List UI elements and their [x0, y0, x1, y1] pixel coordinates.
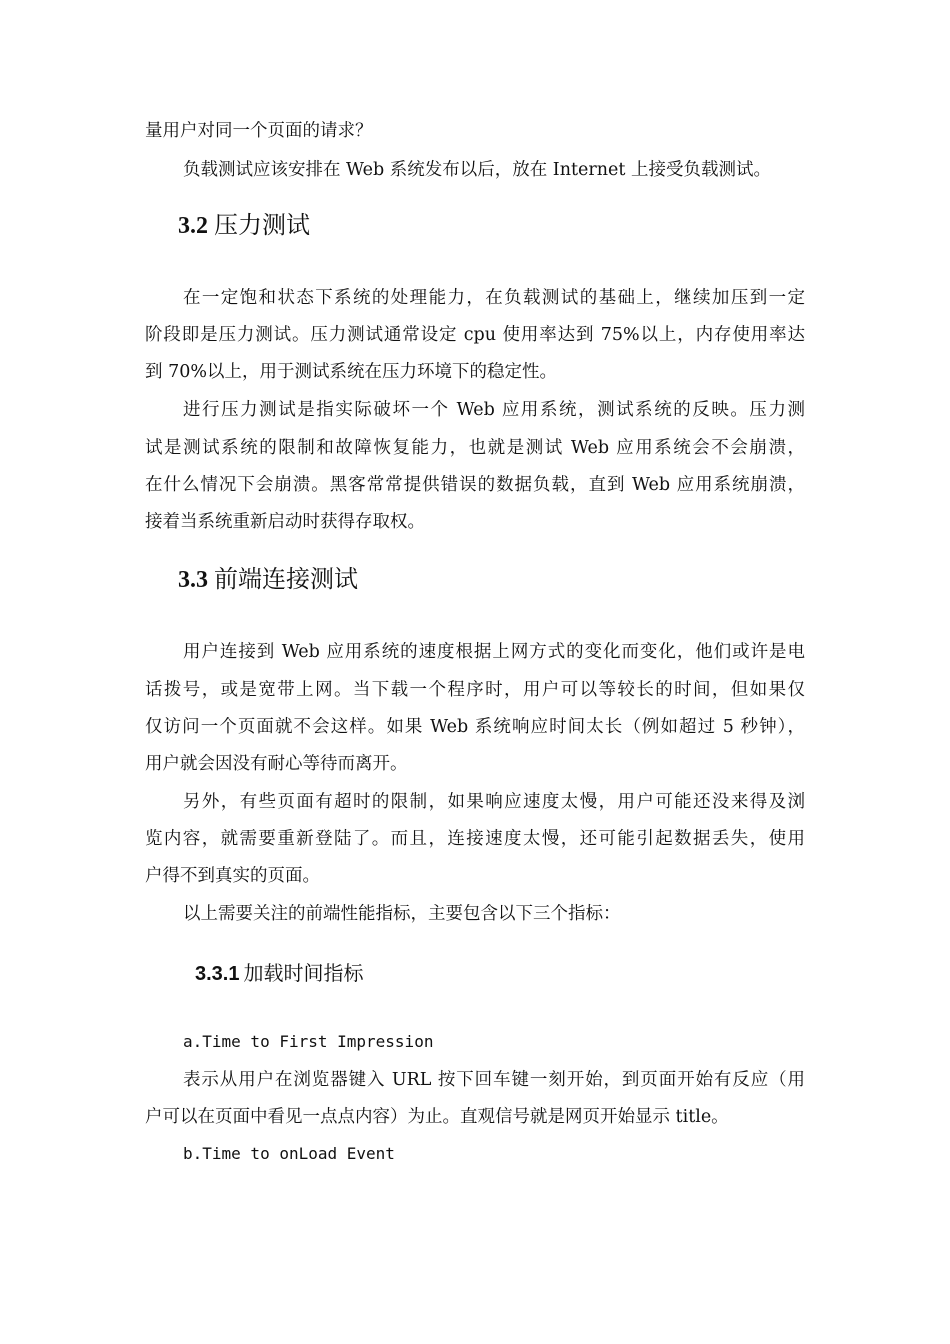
subsection-number: 3.3.1	[195, 963, 240, 985]
paragraph-line: 用户连接到 Web 应用系统的速度根据上网方式的变化而变化，他们或许是电	[183, 642, 805, 662]
paragraph-line: 进行压力测试是指实际破坏一个 Web 应用系统，测试系统的反映。压力测	[183, 400, 805, 420]
section-heading-3-3	[178, 564, 358, 595]
paragraph-line: 在什么情况下会崩溃。黑客常常提供错误的数据负载，直到 Web 应用系统崩溃，	[145, 475, 805, 495]
section-number: 3.2	[178, 213, 208, 239]
paragraph-line: 在一定饱和状态下系统的处理能力，在负载测试的基础上，继续加压到一定	[183, 288, 805, 308]
paragraph-line: 览内容，就需要重新登陆了。而且，连接速度太慢，还可能引起数据丢失，使用	[145, 829, 805, 849]
section-heading-3-2	[178, 210, 310, 241]
paragraph-line: 另外，有些页面有超时的限制，如果响应速度太慢，用户可能还没来得及浏	[183, 792, 805, 812]
list-item-label: b.Time to onLoad Event	[183, 1144, 395, 1163]
paragraph-line: 接着当系统重新启动时获得存取权。	[145, 512, 425, 532]
paragraph-line: 用户就会因没有耐心等待而离开。	[145, 754, 408, 774]
section-title: 前端连接测试	[214, 565, 358, 593]
paragraph-line: 户得不到真实的页面。	[145, 866, 320, 886]
paragraph-line: 户可以在页面中看见一点点内容）为止。直观信号就是网页开始显示 title。	[145, 1107, 729, 1127]
section-title: 压力测试	[214, 211, 310, 239]
paragraph-line: 量用户对同一个页面的请求？	[145, 121, 373, 141]
paragraph-line: 到 70%以上，用于测试系统在压力环境下的稳定性。	[145, 362, 557, 382]
paragraph-line: 阶段即是压力测试。压力测试通常设定 cpu 使用率达到 75%以上，内存使用率达	[145, 325, 805, 345]
paragraph-line: 话拨号，或是宽带上网。当下载一个程序时，用户可以等较长的时间，但如果仅	[145, 680, 805, 700]
section-number: 3.3	[178, 567, 208, 593]
subsection-title: 加载时间指标	[243, 961, 364, 985]
list-item-label: a.Time to First Impression	[183, 1032, 434, 1051]
paragraph-line: 负载测试应该安排在 Web 系统发布以后，放在 Internet 上接受负载测试。	[183, 160, 771, 180]
paragraph-line: 仅访问一个页面就不会这样。如果 Web 系统响应时间太长（例如超过 5 秒钟），	[145, 717, 805, 737]
paragraph-line: 试是测试系统的限制和故障恢复能力，也就是测试 Web 应用系统会不会崩溃，	[145, 438, 805, 458]
paragraph-line: 表示从用户在浏览器键入 URL 按下回车键一刻开始，到页面开始有反应（用	[183, 1070, 805, 1090]
subsection-heading-3-3-1	[195, 960, 363, 987]
paragraph-line: 以上需要关注的前端性能指标，主要包含以下三个指标：	[183, 904, 621, 924]
